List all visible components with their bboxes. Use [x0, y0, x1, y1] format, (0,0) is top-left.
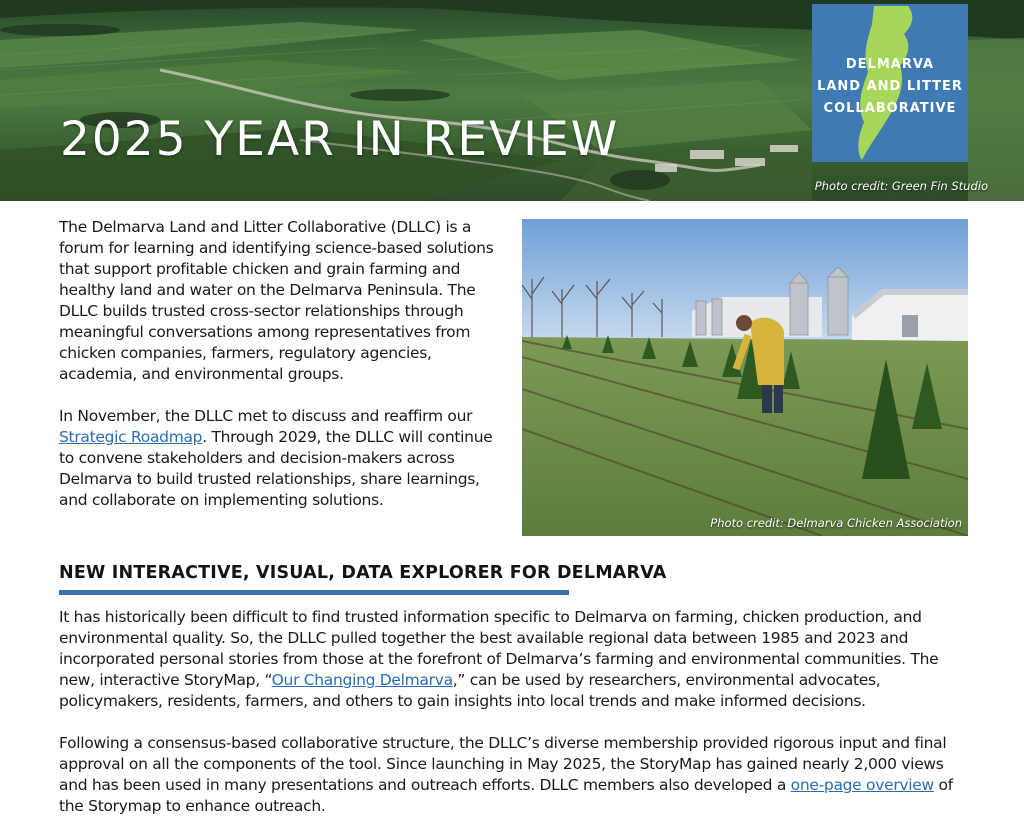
section-p1-text-after: ,” can be used by researchers, environmental advocates, policymakers, residents, farmers, and others to gain insights into local trends and make informed decisions.: [59, 671, 881, 710]
section-paragraph-1: [59, 607, 959, 712]
tree-planting-photo: [522, 219, 968, 536]
section-divider: [59, 590, 569, 595]
intro-paragraph-2: [59, 406, 504, 511]
banner-photo-credit: Photo credit: Green Fin Studio: [814, 179, 988, 193]
logo-line-2: LAND AND LITTER: [817, 79, 963, 94]
logo-line-3: COLLABORATIVE: [823, 101, 957, 116]
intro-paragraph-1: The Delmarva Land and Litter Collaborative (DLLC) is a forum for learning and identifying science-based solutions that support profitable chicken and grain farming and healthy land and water on the Delmarva Peninsula. The DLLC builds trusted cross-sector relationships through meaningful conversations among representatives from chicken companies, farmers, regulatory agencies, academia, and environmental groups.: [59, 218, 494, 383]
header-banner: [0, 0, 1024, 201]
section-paragraph-2: [59, 733, 959, 817]
tree-photo-credit: Photo credit: Delmarva Chicken Association: [710, 516, 962, 530]
page-title: 2025 YEAR IN REVIEW: [60, 112, 620, 167]
intro-text: [59, 217, 504, 532]
our-changing-delmarva-link[interactable]: Our Changing Delmarva: [271, 671, 453, 689]
logo-line-1: DELMARVA: [845, 57, 935, 72]
section-p1-text: It has historically been difficult to find trusted information specific to Delmarva on farming, chicken production, and environmental quality. So, the DLLC pulled together the best available regional data between 1985 and 2023 and incorporated personal stories from those at the forefront of Delmarva’s farming and environmental communities. The new, interactive StoryMap, “: [59, 608, 939, 689]
intro-p2-text: In November, the DLLC met to discuss and reaffirm our: [59, 407, 473, 425]
strategic-roadmap-link[interactable]: Strategic Roadmap: [59, 428, 203, 446]
dllc-logo: [812, 4, 968, 162]
section-body: [59, 607, 959, 838]
intro-p2-text-after: . Through 2029, the DLLC will continue to convene stakeholders and decision-makers across Delmarva to build trusted relationships, share learnings, and collaborate on implementing solutions.: [59, 428, 493, 509]
tree-planting-scene: [522, 219, 968, 536]
one-page-overview-link[interactable]: one-page overview: [790, 776, 934, 794]
logo-text: [812, 54, 968, 120]
section-p2-text: Following a consensus-based collaborative structure, the DLLC’s diverse membership provided rigorous input and final approval on all the components of the tool. Since launching in May 2025, the StoryMap has gained nearly 2,000 views and has been used in many presentations and outreach efforts. DLLC members also developed a: [59, 734, 947, 794]
section-heading: NEW INTERACTIVE, VISUAL, DATA EXPLORER FOR DELMARVA: [59, 563, 667, 583]
section-p2-text-after: of the Storymap to enhance outreach.: [59, 776, 953, 815]
